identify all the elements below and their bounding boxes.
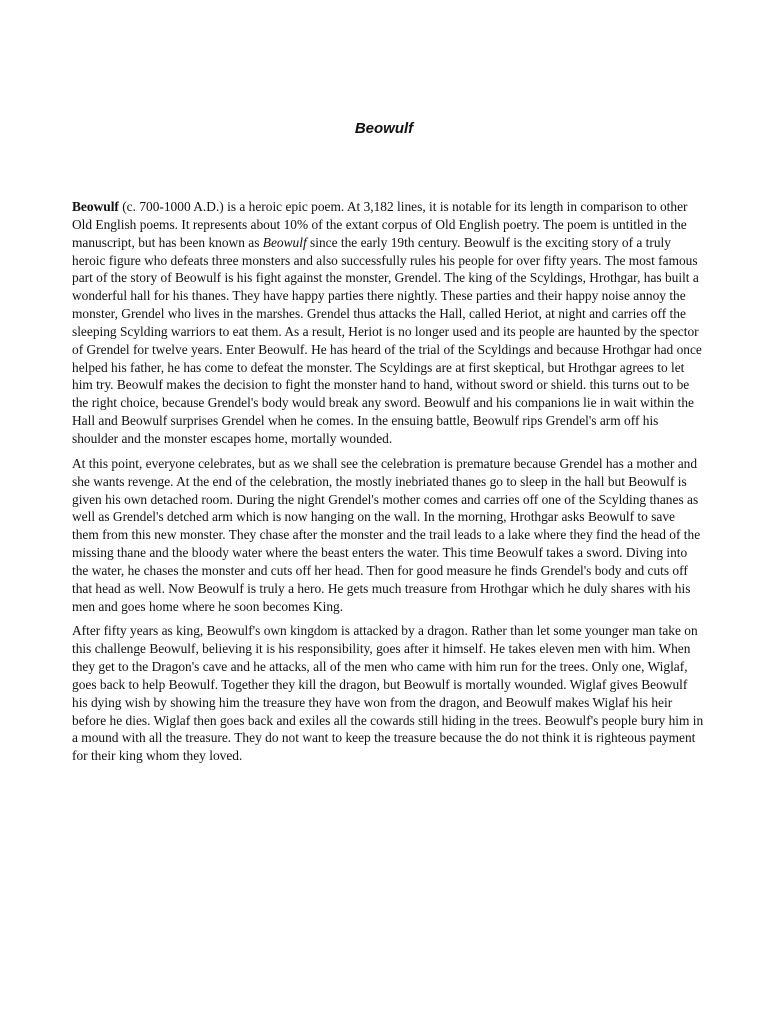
paragraph-text: (c. 700-1000 A.D.) is a heroic epic poem. At 3,182 lines, it is notable for its length in comparison to other Old English poems. It represents about 10% of the extant corpus of Old English poetry. The poem is untitled in the manuscript, but has been known as xyxy=(72,199,688,250)
document-body xyxy=(72,198,704,772)
paragraph-introduction xyxy=(72,198,704,448)
paragraph-grendels-mother: At this point, everyone celebrates, but as we shall see the celebration is premature because Grendel has a mother and she wants revenge. At the end of the celebration, the mostly inebriated thanes go to sleep in the hall but Beowulf is given his own detached room. During the night Grendel's mother comes and carries off one of the Scylding thanes as well as Grendel's detched arm which is now hanging on the wall. In the morning, Hrothgar asks Beowulf to save them from this new monster. They chase after the monster and the trail leads to a lake where they find the head of the missing thane and the bloody water where the beast enters the water. This time Beowulf takes a sword. Diving into the water, he chases the monster and cuts off her head. Then for good measure he finds Grendel's body and cuts off that head as well. Now Beowulf is truly a hero. He gets much treasure from Hrothgar which he duly shares with his men and goes home where he soon becomes King. xyxy=(72,455,701,614)
document-title: Beowulf xyxy=(354,120,414,137)
paragraph-text: since the early 19th century. Beowulf is the exciting story of a truly heroic figure who defeats three monsters and also successfully rules his people for over fifty years. The most famous part of the story of Beowulf is his fight against the monster, Grendel. The king of the Scyldings, Hrothgar, has built a wonderful hall for his thanes. They have happy parties there nightly. These parties and their happy noise annoy the monster, Grendel who lives in the marshes. Grendel thus attacks the Hall, called Heriot, at night and carries off the sleeping Scylding warriors to eat them. As a result, Heriot is no longer used and its people are haunted by the spector of Grendel for twelve years. Enter Beowulf. He has heard of the trial of the Scyldings and because Hrothgar had once helped his father, he has come to defeat the monster. The Scyldings are at first skeptical, but Hrothgar agrees to let him try. Beowulf makes the decision to fight the monster hand to hand, without sword or shield. this turns out to be the right choice, because Grendel's body would break any sword. Beowulf and his companions lie in wait within the Hall and Beowulf surprises Grendel when he comes. In the ensuing battle, Beowulf rips Grendel's arm off his shoulder and the monster escapes home, mortally wounded. xyxy=(72,234,702,446)
paragraph-dragon: After fifty years as king, Beowulf's own kingdom is attacked by a dragon. Rather than let some younger man take on this challenge Beowulf, believing it is his responsibility, goes after it himself. He takes eleven men with him. When they get to the Dragon's cave and he attacks, all of the men who came with him run for the trees. Only one, Wiglaf, goes back to help Beowulf. Together they kill the dragon, but Beowulf is mortally wounded. Wiglaf gives Beowulf his dying wish by showing him the treasure they have won from the dragon, and Beowulf makes Wiglaf his heir before he dies. Wiglaf then goes back and exiles all the cowards still hiding in the trees. Beowulf's people bury him in a mound with all the treasure. They do not want to keep the treasure because the do not think it is righteous payment for their king whom they loved. xyxy=(72,623,704,764)
lead-term: Beowulf xyxy=(72,199,119,214)
italic-book-title: Beowulf xyxy=(262,234,307,250)
